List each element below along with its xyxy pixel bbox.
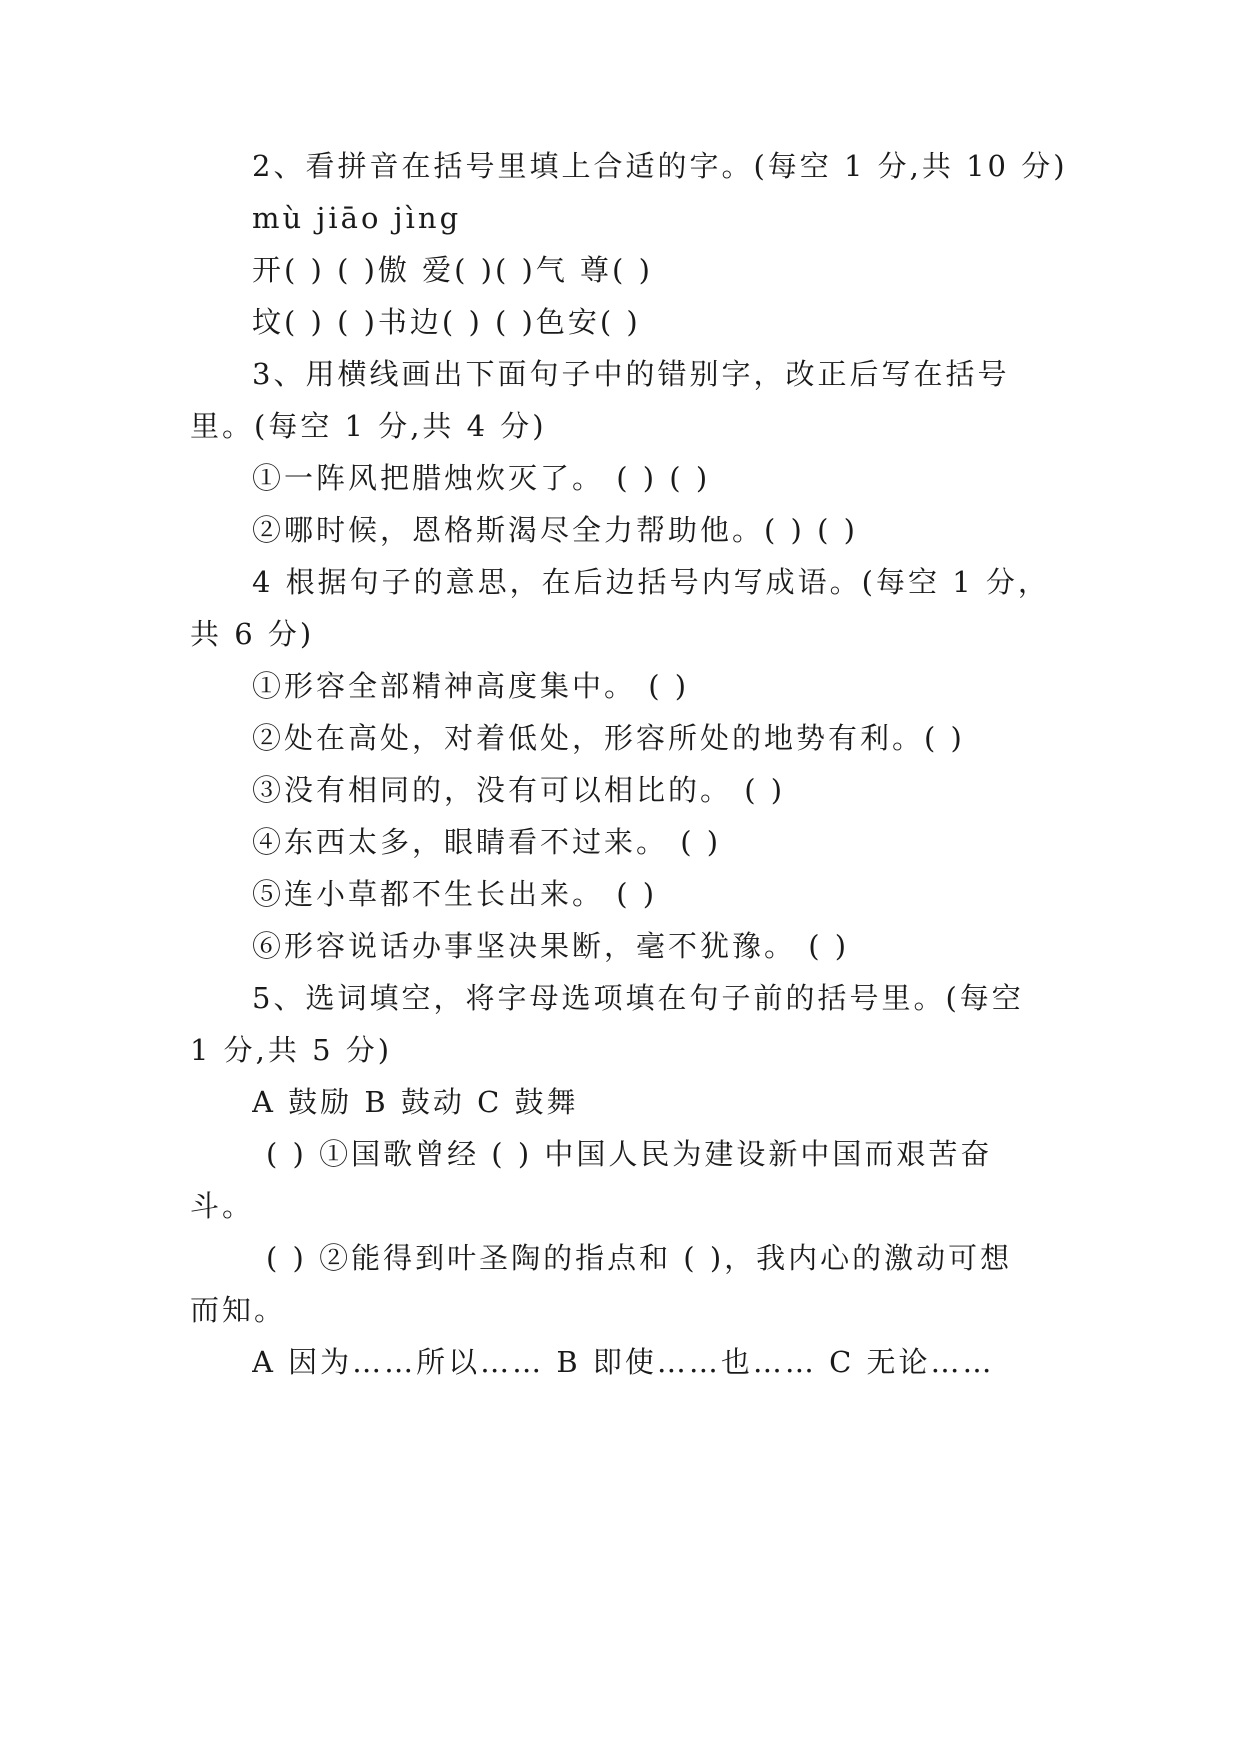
question-4-item-5: ⑤连小草都不生长出来。 ( ) [252,877,658,911]
question-2-heading: 2、看拼音在括号里填上合适的字。(每空 1 分,共 10 分) [252,149,1068,183]
question-3-item-1: ①一阵风把腊烛炊灭了。 ( ) ( ) [252,461,711,495]
fill-blank-row-2: 坟( ) ( )书边( ) ( )色安( ) [252,305,641,339]
question-4-item-2: ②处在高处，对着低处，形容所处的地势有利。( ) [252,721,965,755]
options-group-1: A 鼓励 B 鼓动 C 鼓舞 [252,1085,579,1119]
question-4-item-6: ⑥形容说话办事坚决果断，毫不犹豫。 ( ) [252,929,850,963]
question-5-item-1: ( ) ①国歌曾经 ( ) 中国人民为建设新中国而艰苦奋 [266,1137,993,1171]
question-5-item-2-cont: 而知。 [190,1293,287,1327]
fill-blank-row-1: 开( ) ( )傲 爱( )( )气 尊( ) [252,253,653,287]
question-5-item-1-cont: 斗。 [190,1189,255,1223]
question-4-item-1: ①形容全部精神高度集中。 ( ) [252,669,690,703]
question-5-item-2: ( ) ②能得到叶圣陶的指点和 ( )，我内心的激动可想 [266,1241,1013,1275]
question-3-heading-cont: 里。(每空 1 分,共 4 分) [190,409,547,443]
question-4-heading: 4 根据句子的意思，在后边括号内写成语。(每空 1 分， [252,565,1050,599]
question-4-heading-cont: 共 6 分) [190,617,315,651]
question-5-heading-cont: 1 分,共 5 分) [190,1033,393,1067]
question-3-heading: 3、用横线画出下面句子中的错别字，改正后写在括号 [252,357,1010,391]
question-4-item-3: ③没有相同的，没有可以相比的。 ( ) [252,773,786,807]
options-group-2: A 因为……所以…… B 即使……也…… C 无论…… [252,1345,995,1379]
question-5-heading: 5、选词填空，将字母选项填在句子前的括号里。(每空 [252,981,1024,1015]
question-3-item-2: ②哪时候，恩格斯渴尽全力帮助他。( ) ( ) [252,513,858,547]
pinyin-line: mù jiāo jìng [252,201,462,235]
question-4-item-4: ④东西太多，眼睛看不过来。 ( ) [252,825,722,859]
